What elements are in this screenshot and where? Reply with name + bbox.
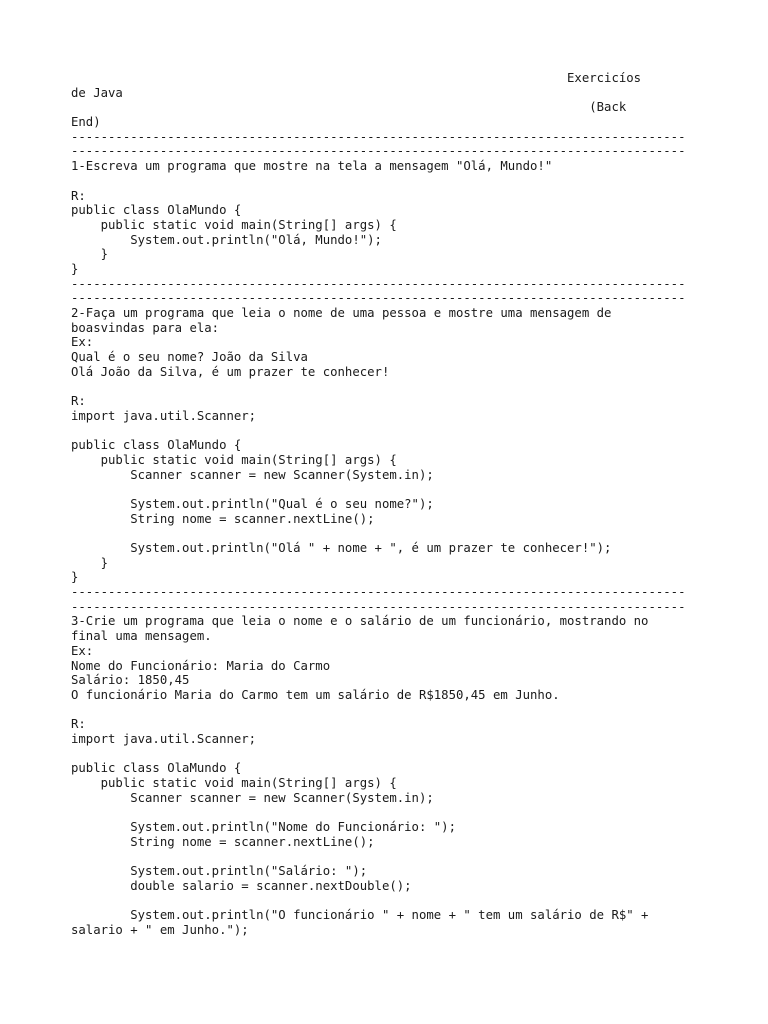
doc-line: R:: [71, 717, 86, 732]
doc-line: [71, 703, 711, 718]
code-line: System.out.println("Olá, Mundo!");: [71, 232, 382, 247]
doc-line: final uma mensagem.: [71, 629, 212, 644]
code-line: public static void main(String[] args) {: [71, 776, 397, 790]
doc-line: [71, 174, 711, 189]
doc-line: [71, 379, 711, 394]
doc-line: Salário: 1850,45: [71, 673, 190, 688]
code-line: [71, 747, 711, 762]
separator-line: -----------------------------------------------------------------------------------: [71, 129, 686, 144]
document-text: [71, 71, 711, 938]
code-line: [71, 894, 711, 909]
doc-line: End): [71, 115, 101, 130]
code-line: }: [71, 570, 79, 585]
code-line: public class OlaMundo {: [71, 438, 242, 453]
code-line: }: [71, 261, 79, 276]
doc-line: Ex:: [71, 335, 94, 350]
code-line: System.out.println("Olá " + nome + ", é um prazer te conhecer!");: [71, 541, 612, 555]
code-line: public class OlaMundo {: [71, 203, 242, 218]
separator-line: -----------------------------------------------------------------------------------: [71, 144, 686, 159]
code-line: public static void main(String[] args) {: [71, 217, 397, 232]
code-line: Scanner scanner = new Scanner(System.in);: [71, 467, 434, 482]
doc-line: Olá João da Silva, é um prazer te conhecer!: [71, 364, 390, 379]
code-line: }: [71, 247, 109, 262]
code-line: public class OlaMundo {: [71, 761, 242, 776]
doc-line: Qual é o seu nome? João da Silva: [71, 350, 308, 365]
code-line: String nome = scanner.nextLine();: [71, 834, 375, 849]
code-line: import java.util.Scanner;: [71, 731, 257, 746]
separator-line: -----------------------------------------------------------------------------------: [71, 585, 686, 600]
exercise-2-title: 2-Faça um programa que leia o nome de uma pessoa e mostre uma mensagem de: [71, 306, 612, 320]
exercise-3-title: 3-Crie um programa que leia o nome e o salário de um funcionário, mostrando no: [71, 614, 649, 629]
code-line: double salario = scanner.nextDouble();: [71, 878, 412, 893]
code-line: System.out.println("Nome do Funcionário: ");: [71, 820, 456, 835]
doc-line: de Java: [71, 85, 123, 100]
code-line: import java.util.Scanner;: [71, 408, 257, 423]
doc-line: Nome do Funcionário: Maria do Carmo: [71, 658, 331, 673]
code-line: [71, 805, 711, 820]
doc-line: (Back: [71, 100, 627, 115]
separator-line: -----------------------------------------------------------------------------------: [71, 276, 686, 291]
code-line: String nome = scanner.nextLine();: [71, 511, 375, 526]
doc-line: Ex:: [71, 643, 94, 658]
code-line: salario + " em Junho.");: [71, 922, 249, 937]
code-line: [71, 526, 711, 541]
doc-line: boasvindas para ela:: [71, 320, 220, 335]
code-line: [71, 849, 711, 864]
code-line: System.out.println("O funcionário " + nome + " tem um salário de R$" +: [71, 908, 649, 923]
separator-line: -----------------------------------------------------------------------------------: [71, 291, 686, 306]
separator-line: -----------------------------------------------------------------------------------: [71, 599, 686, 614]
code-line: public static void main(String[] args) {: [71, 452, 397, 467]
code-line: }: [71, 555, 109, 570]
code-line: System.out.println("Qual é o seu nome?");: [71, 496, 434, 511]
code-line: Scanner scanner = new Scanner(System.in);: [71, 790, 434, 805]
doc-line: Exercicíos: [71, 71, 642, 85]
doc-line: R:: [71, 188, 86, 203]
code-line: [71, 424, 711, 439]
doc-line: R:: [71, 394, 86, 409]
code-line: [71, 482, 711, 497]
code-line: System.out.println("Salário: ");: [71, 864, 368, 879]
exercise-1-title: 1-Escreva um programa que mostre na tela a mensagem "Olá, Mundo!": [71, 159, 553, 174]
doc-line: O funcionário Maria do Carmo tem um salário de R$1850,45 em Junho.: [71, 687, 560, 702]
